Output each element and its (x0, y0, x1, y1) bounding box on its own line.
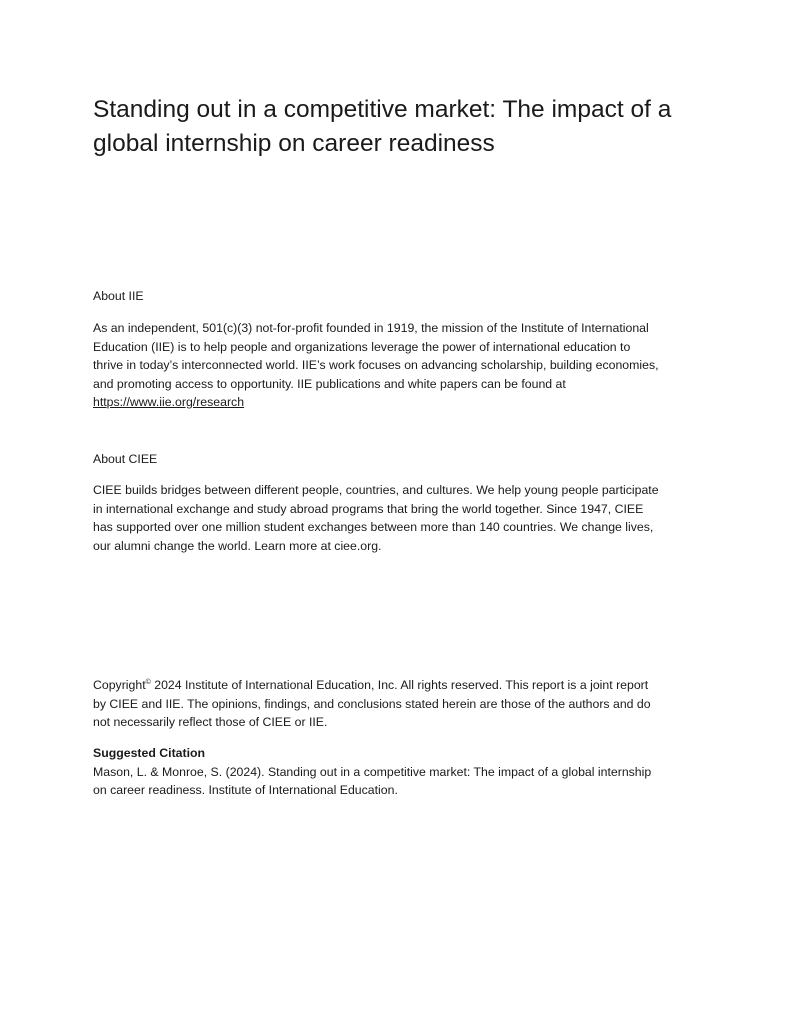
document-title-line-2: global internship on career readiness (93, 130, 495, 157)
citation-line-1: Mason, L. & Monroe, S. (2024). Standing out in a competitive market: The impact of a global internship (93, 764, 652, 779)
about-iie-line-1: As an independent, 501(c)(3) not-for-profit founded in 1919, the mission of the Institute of International (93, 321, 649, 335)
citation-heading: Suggested Citation (93, 746, 206, 760)
about-ciee-heading: About CIEE (93, 452, 158, 466)
copyright-symbol: © (145, 678, 151, 686)
about-ciee-line-4: our alumni change the world. Learn more at ciee.org. (93, 538, 382, 553)
about-iie-heading: About IIE (93, 289, 144, 303)
document-title-line-1: Standing out in a competitive market: The impact of a (93, 96, 672, 123)
iie-research-link[interactable]: https://www.iie.org/research (93, 395, 245, 409)
copyright-word: Copyright (93, 678, 146, 692)
copyright-line-1 (93, 676, 713, 695)
copyright-paragraph (93, 676, 713, 732)
copyright-line-3: not necessarily reflect those of CIEE or IIE. (93, 715, 328, 729)
copyright-line-2: by CIEE and IIE. The opinions, findings, and conclusions stated herein are those of the authors and do (93, 696, 651, 711)
copyright-line-1-rest: 2024 Institute of International Education, Inc. All rights reserved. This report is a joint report (150, 678, 649, 692)
about-iie-line-3: thrive in today’s interconnected world. IIE’s work focuses on advancing scholarship, building economies, (93, 358, 659, 372)
about-ciee-line-1: CIEE builds bridges between different people, countries, and cultures. We help young people participate (93, 483, 659, 497)
about-ciee-line-2: in international exchange and study abroad programs that bring the world together. Since 1947, CIEE (93, 501, 644, 516)
about-iie-line-2: Education (IIE) is to help people and organizations leverage the power of international education to (93, 339, 631, 354)
about-iie-line-4: and promoting access to opportunity. IIE publications and white papers can be found at (93, 376, 566, 391)
document-title (93, 93, 713, 161)
about-ciee-line-3: has supported over one million student exchanges between more than 140 countries. We change lives, (93, 520, 654, 534)
citation-section (93, 744, 713, 800)
about-ciee-paragraph (93, 481, 713, 555)
about-iie-paragraph (93, 319, 713, 412)
citation-line-2: on career readiness. Institute of International Education. (93, 783, 398, 797)
